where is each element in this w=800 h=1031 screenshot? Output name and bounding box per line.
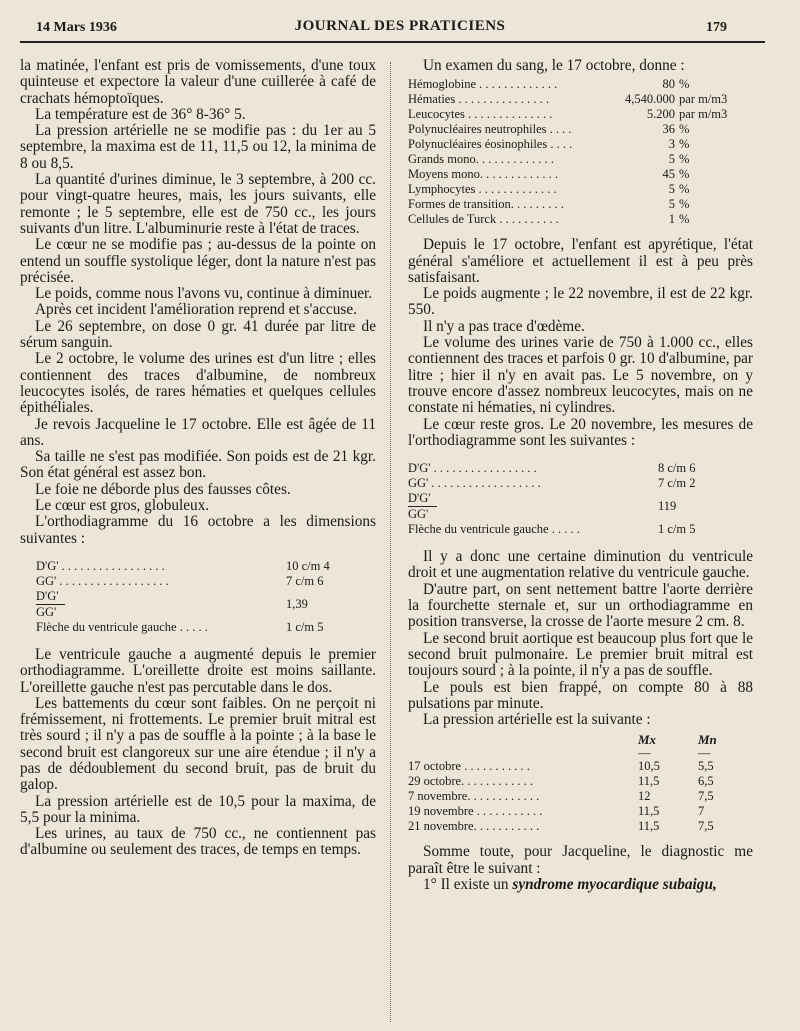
right-column [408,58,753,893]
pressure-min: 6,5 [698,774,714,789]
pressure-min: 5,5 [698,759,714,774]
pressure-max: 11,5 [638,804,660,819]
table-row [408,522,728,537]
blood-unit: % [679,167,690,182]
paragraph: Il y a donc une certaine diminution du ventricule droit et une augmentation relative du ventricule gauche. [408,548,753,582]
blood-label: Polynucléaires éosinophiles . . . . [408,137,573,152]
blood-value: 5 [668,197,675,212]
dim-value: 8 c/m 6 [658,461,696,476]
paragraph: Les urines, au taux de 750 cc., ne contiennent pas d'albumine ou seulement des traces, de temps en temps. [20,825,376,859]
table-row [408,819,753,834]
pressure-date: 7 novembre. . . . . . . . . . . . [408,789,540,804]
issue-date: 14 Mars 1936 [36,20,117,35]
pressure-max: 11,5 [638,774,660,789]
blood-label: Grands mono. . . . . . . . . . . . . [408,152,554,167]
ratio-denominator: GG' [408,507,429,522]
table-header-row [408,732,753,747]
blood-unit: % [679,122,690,137]
table-row [408,789,753,804]
blood-value: 1 [668,212,675,227]
paragraph: Le volume des urines varie de 750 à 1.000 cc., elles contiennent des traces et parfois 0 gr. 10 d'albumine, par litre ; hier il n'y en avait pas. Le 5 novembre, on y trouve encore d'assez nombreux leucocytes, mais on ne constate ni hématies, ni cylindres. [408,334,753,417]
paragraph: Le ventricule gauche a augmenté depuis le premier orthodiagramme. L'oreillette droite est moins saillante. L'oreillette gauche n'est pas percutable dans le dos. [20,645,376,696]
paragraph: Le cœur reste gros. Le 20 novembre, les mesures de l'orthodiagramme sont les suivantes : [408,415,753,449]
paragraph: Depuis le 17 octobre, l'enfant est apyrétique, l'état général s'améliore et actuellement il est à peu près satisfaisant. [408,236,753,286]
pressure-max: 12 [638,789,651,804]
blood-unit: % [679,77,690,92]
blood-value: 80 [662,77,675,92]
paragraph: La quantité d'urines diminue, le 3 septembre, à 200 cc. pour vingt-quatre heures, mais, les jours suivants, elle remonte ; le 5 septembre, elle est de 750 cc., les jours suivants d'un litre. L'albuminurie reste à l'état de traces. [20,171,376,237]
table-row [36,559,356,574]
paragraph: Après cet incident l'amélioration reprend et s'accuse. [35,301,357,319]
item-italic: syndrome myocardique subaigu, [512,876,717,894]
header-rule [20,41,765,43]
blood-unit: % [679,182,690,197]
orthodiagram-table-november [408,461,728,537]
table-row [408,197,753,212]
paragraph: Le poids augmente ; le 22 novembre, il est de 22 kgr. 550. [408,285,753,319]
pressure-date: 21 novembre. . . . . . . . . . . [408,819,540,834]
dim-value: 7 c/m 2 [658,476,696,491]
pressure-max: 11,5 [638,819,660,834]
ratio-numerator: D'G' [408,491,437,507]
table-row [408,107,753,122]
dim-label: Flèche du ventricule gauche . . . . . [36,619,208,634]
paragraph: D'autre part, on sent nettement battre l'aorte derrière la fourchette sternale et, sur un orthodiagramme en position transverse, la crosse de l'aorte mesure 2 cm. 8. [408,580,753,631]
blood-label: Lymphocytes . . . . . . . . . . . . . [408,182,557,197]
table-row [408,461,728,476]
table-row [408,774,753,789]
blood-value: 3 [668,137,675,152]
page-header [0,0,800,42]
blood-unit: % [679,137,690,152]
dim-label: D'G' . . . . . . . . . . . . . . . . . [408,461,537,476]
blood-label: Leucocytes . . . . . . . . . . . . . . [408,107,553,122]
blood-label: Hémoglobine . . . . . . . . . . . . . [408,77,558,92]
ratio-label [408,491,652,522]
table-row [408,476,728,491]
paragraph: La pression artérielle est de 10,5 pour la maxima, de 5,5 pour la minima. [20,792,376,826]
dim-value: 1 c/m 5 [658,522,696,537]
table-row [408,167,753,182]
blood-value: 5 [668,152,675,167]
paragraph: Je revois Jacqueline le 17 octobre. Elle est âgée de 11 ans. [20,415,376,449]
col-min-header: Mn [698,732,717,748]
dim-label: GG' . . . . . . . . . . . . . . . . . . [36,573,169,588]
table-row [408,122,753,137]
table-row [408,152,753,167]
table-dash-row [408,747,753,759]
pressure-date: 19 novembre . . . . . . . . . . . [408,804,543,819]
blood-value: 45 [662,167,675,182]
pressure-min: 7,5 [698,819,714,834]
table-row [408,759,753,774]
blood-label: Cellules de Turck . . . . . . . . . . [408,212,559,227]
blood-pressure-table [408,732,753,834]
paragraph: Sa taille ne s'est pas modifiée. Son poids est de 21 kgr. Son état général est assez bon. [20,448,376,482]
table-row [36,574,356,589]
page-number: 179 [706,20,727,35]
dim-label: Flèche du ventricule gauche . . . . . [408,522,580,537]
table-row [408,92,753,107]
paragraph: Le cœur est gros, globuleux. [35,497,210,515]
paragraph: La pression artérielle ne se modifie pas : du 1er au 5 septembre, la maxima est de 11, 11,5 ou 12, la minima de 8 ou 8,5. [20,122,376,172]
pressure-max: 10,5 [638,759,660,774]
dim-value: 1 c/m 5 [286,619,324,634]
dim-label: GG' . . . . . . . . . . . . . . . . . . [408,476,541,491]
dim-value: 1,39 [286,596,308,611]
column-divider [390,62,391,1022]
dash: — [698,746,711,761]
blood-value: 4,540.000 [625,92,675,107]
blood-unit: par m/m3 [679,92,728,107]
pressure-date: 29 octobre. . . . . . . . . . . . [408,774,533,789]
journal-title: JOURNAL DES PRATICIENS [294,18,506,34]
paragraph: Le second bruit aortique est beaucoup plus fort que le second bruit pulmonaire. Le premier bruit mitral est toujours sourd ; à la pointe, il n'y a pas de souffle. [408,629,753,680]
blood-label: Hématies . . . . . . . . . . . . . . . [408,92,549,107]
paragraph: la matinée, l'enfant est pris de vomissements, d'une toux quinteuse et expectore la valeur d'une cuillerée à café de crachats hémoptoïques. [20,57,376,107]
pressure-min: 7,5 [698,789,714,804]
paragraph: Le foie ne déborde plus des fausses côtes. [35,480,291,498]
table-row [408,77,753,92]
table-row [408,182,753,197]
blood-value: 5 [668,182,675,197]
pressure-min: 7 [698,804,705,819]
paragraph: Somme toute, pour Jacqueline, le diagnostic me paraît être le suivant : [408,843,753,877]
dim-value: 119 [658,499,677,514]
ratio-numerator: D'G' [36,589,65,605]
paragraph: Le pouls est bien frappé, on compte 80 à 88 pulsations par minute. [408,678,753,712]
ratio-denominator: GG' [36,604,57,619]
blood-label: Formes de transition. . . . . . . . . [408,197,564,212]
paragraph: La pression artérielle est la suivante : [423,711,651,729]
table-row [408,804,753,819]
paragraph [408,877,753,893]
table-row [408,137,753,152]
blood-unit: par m/m3 [679,107,728,122]
table-row [36,589,356,620]
paragraph: La température est de 36° 8-36° 5. [35,105,246,123]
paragraph: Le 2 octobre, le volume des urines est d'un litre ; elles contiennent des traces d'albumine, de nombreux leucocytes isolés, de rares hématies et quelques cellules épithéliales. [20,350,376,417]
orthodiagram-table-october [36,559,356,635]
left-column [20,58,376,859]
col-max-header: Mx [638,732,657,748]
blood-unit: % [679,197,690,212]
table-row [408,212,753,227]
dim-value: 7 c/m 6 [286,573,324,588]
item-prefix: 1° Il existe un [423,876,509,894]
dim-label: D'G' . . . . . . . . . . . . . . . . . [36,558,165,573]
ratio-label [36,589,280,620]
dim-value: 10 c/m 4 [286,558,330,573]
blood-label: Polynucléaires neutrophiles . . . . [408,122,572,137]
blood-label: Moyens mono. . . . . . . . . . . . . [408,167,558,182]
paragraph: Le 26 septembre, on dose 0 gr. 41 durée par litre de sérum sanguin. [20,317,376,352]
paragraph: Le poids, comme nous l'avons vu, continue à diminuer. [35,285,373,303]
blood-value: 36 [662,122,675,137]
table-row [36,620,356,635]
paragraph: Les battements du cœur sont faibles. On ne perçoit ni frémissement, ni frottements. Le premier bruit mitral est très sourd ; il n'y a pas de souffle à la pointe ; à la base le second bruit est clangoreux sur une aire étendue ; il n'y a pas de dédoublement du second bruit, pas de bruit du galop. [20,694,376,794]
paragraph: Le cœur ne se modifie pas ; au-dessus de la pointe on entend un souffle systolique léger, dont la nature n'est pas précisée. [20,236,376,286]
dash: — [638,746,651,761]
blood-unit: % [679,212,690,227]
table-row [408,491,728,522]
paragraph: Il n'y a pas trace d'œdème. [423,317,585,335]
pressure-date: 17 octobre . . . . . . . . . . . [408,759,530,774]
paragraph: L'orthodiagramme du 16 octobre a les dimensions suivantes : [20,513,376,547]
blood-count-table [408,77,753,227]
blood-unit: % [679,152,690,167]
paragraph: Un examen du sang, le 17 octobre, donne : [423,57,685,74]
blood-value: 5.200 [646,107,675,122]
